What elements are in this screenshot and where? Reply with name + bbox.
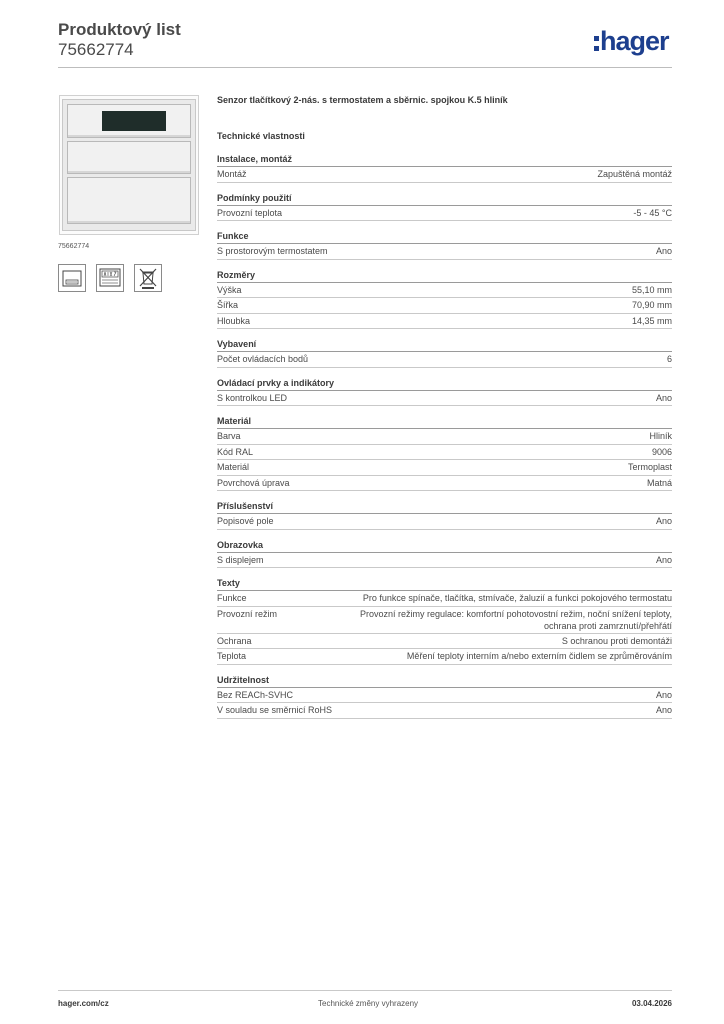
footer-disclaimer: Technické změny vyhrazeny [318, 999, 419, 1008]
header-divider [58, 67, 672, 68]
spec-value: Měření teploty interním a/nebo externím čidlem se zprůměrováním [406, 651, 672, 661]
spec-value: -5 - 45 °C [633, 207, 672, 218]
logo-colon-mark [594, 32, 599, 52]
spec-row [217, 476, 672, 492]
switch-plate-display [67, 104, 191, 138]
spec-label: Ochrana [217, 635, 252, 646]
spec-group-title: Příslušenství [217, 498, 672, 514]
spec-group [217, 336, 672, 368]
spec-group-title: Funkce [217, 228, 672, 244]
spec-row [217, 314, 672, 330]
spec-value: Ano [655, 516, 672, 526]
spec-row [217, 634, 672, 650]
spec-row [217, 553, 672, 569]
spec-group [217, 267, 672, 330]
spec-value: Zapuštěná montáž [597, 169, 672, 179]
spec-group-title: Udržitelnost [217, 672, 672, 688]
spec-row [217, 591, 672, 607]
spec-value: Provozní režimy regulace: komfortní pohotovostní režim, noční snížení teploty, ochrana proti zamrznutí/přehřátí [360, 608, 672, 631]
spec-label: Barva [217, 431, 241, 441]
spec-group [217, 190, 672, 222]
spec-group-title: Obrazovka [217, 537, 672, 553]
spec-group [217, 537, 672, 569]
spec-value: 14,35 mm [631, 315, 672, 326]
spec-value: Ano [655, 392, 672, 403]
spec-row [217, 206, 672, 222]
spec-label: Počet ovládacích bodů [217, 354, 309, 364]
display-device-icon [58, 264, 86, 292]
spec-value: 70,90 mm [631, 300, 672, 310]
spec-label: Hloubka [217, 315, 251, 326]
lcd-display [102, 111, 166, 131]
spec-label: Provozní teplota [217, 207, 283, 218]
spec-row [217, 391, 672, 407]
spec-label: S prostorovým termostatem [217, 246, 328, 256]
switch-plate-middle [67, 141, 191, 174]
spec-value: Matná [646, 477, 672, 488]
spec-group [217, 498, 672, 530]
hager-logo [594, 26, 674, 58]
spec-row [217, 167, 672, 183]
spec-row [217, 445, 672, 461]
document-title: Produktový list [58, 20, 181, 39]
spec-label: Kód RAL [217, 446, 254, 457]
spec-label: Popisové pole [217, 516, 274, 526]
spec-row [217, 703, 672, 719]
spec-group [217, 413, 672, 491]
spec-value: Pro funkce spínače, tlačítka, stmívače, žaluzií a funkci pokojového termostatu [362, 593, 672, 603]
spec-row [217, 429, 672, 445]
spec-row [217, 460, 672, 476]
technical-properties-title: Technické vlastnosti [217, 131, 305, 141]
page-footer [58, 990, 672, 1011]
spec-group [217, 575, 672, 665]
spec-label: Povrchová úprava [217, 477, 290, 488]
spec-row [217, 244, 672, 260]
spec-label: Materiál [217, 462, 250, 472]
spec-group-title: Rozměry [217, 267, 672, 283]
spec-label: V souladu se směrnicí RoHS [217, 705, 333, 715]
switch-frame [62, 99, 196, 231]
weee-crossed-bin-icon [134, 264, 162, 292]
image-caption: 75662774 [58, 243, 90, 250]
spec-group-title: Ovládací prvky a indikátory [217, 375, 672, 391]
spec-value: Ano [655, 689, 672, 700]
spec-value: Hliník [649, 431, 672, 441]
switch-plate-bottom [67, 177, 191, 224]
spec-row [217, 688, 672, 704]
spec-value: 9006 [651, 446, 672, 457]
spec-group-title: Vybavení [217, 336, 672, 352]
spec-value: 6 [666, 354, 672, 364]
spec-label: S displejem [217, 554, 264, 565]
product-name: Senzor tlačítkový 2-nás. s termostatem a sběrnic. spojkou K.5 hliník [217, 95, 508, 105]
spec-table [217, 151, 672, 726]
logo-text: hager [600, 26, 669, 56]
spec-label: S kontrolkou LED [217, 392, 288, 403]
spec-value: S ochranou proti demontáži [561, 635, 672, 646]
thermostat-display-icon [96, 264, 124, 292]
spec-label: Výška [217, 284, 242, 295]
document-number: 75662774 [58, 40, 134, 59]
spec-label: Funkce [217, 593, 247, 603]
spec-label: Bez REACh-SVHC [217, 689, 294, 700]
spec-group-title: Instalace, montáž [217, 151, 672, 167]
footer-website-link[interactable]: hager.com/cz [58, 999, 109, 1008]
spec-row [217, 352, 672, 368]
spec-row [217, 298, 672, 314]
spec-group-title: Materiál [217, 413, 672, 429]
spec-group-title: Texty [217, 575, 672, 591]
spec-value: Termoplast [627, 462, 672, 472]
spec-value: Ano [655, 705, 672, 715]
spec-row [217, 514, 672, 530]
spec-row [217, 607, 672, 634]
spec-value: Ano [655, 554, 672, 565]
spec-row [217, 283, 672, 299]
spec-label: Montáž [217, 169, 247, 179]
document-header [58, 20, 181, 60]
spec-group [217, 375, 672, 407]
spec-group [217, 672, 672, 719]
spec-label: Teplota [217, 651, 247, 661]
spec-group-title: Podmínky použití [217, 190, 672, 206]
spec-row [217, 649, 672, 665]
spec-group [217, 228, 672, 260]
product-image [59, 95, 199, 235]
spec-label: Provozní režim [217, 608, 278, 619]
spec-value: Ano [655, 246, 672, 256]
spec-label: Šířka [217, 300, 239, 310]
footer-date: 03.04.2026 [631, 999, 672, 1008]
spec-value: 55,10 mm [631, 284, 672, 295]
spec-group [217, 151, 672, 183]
